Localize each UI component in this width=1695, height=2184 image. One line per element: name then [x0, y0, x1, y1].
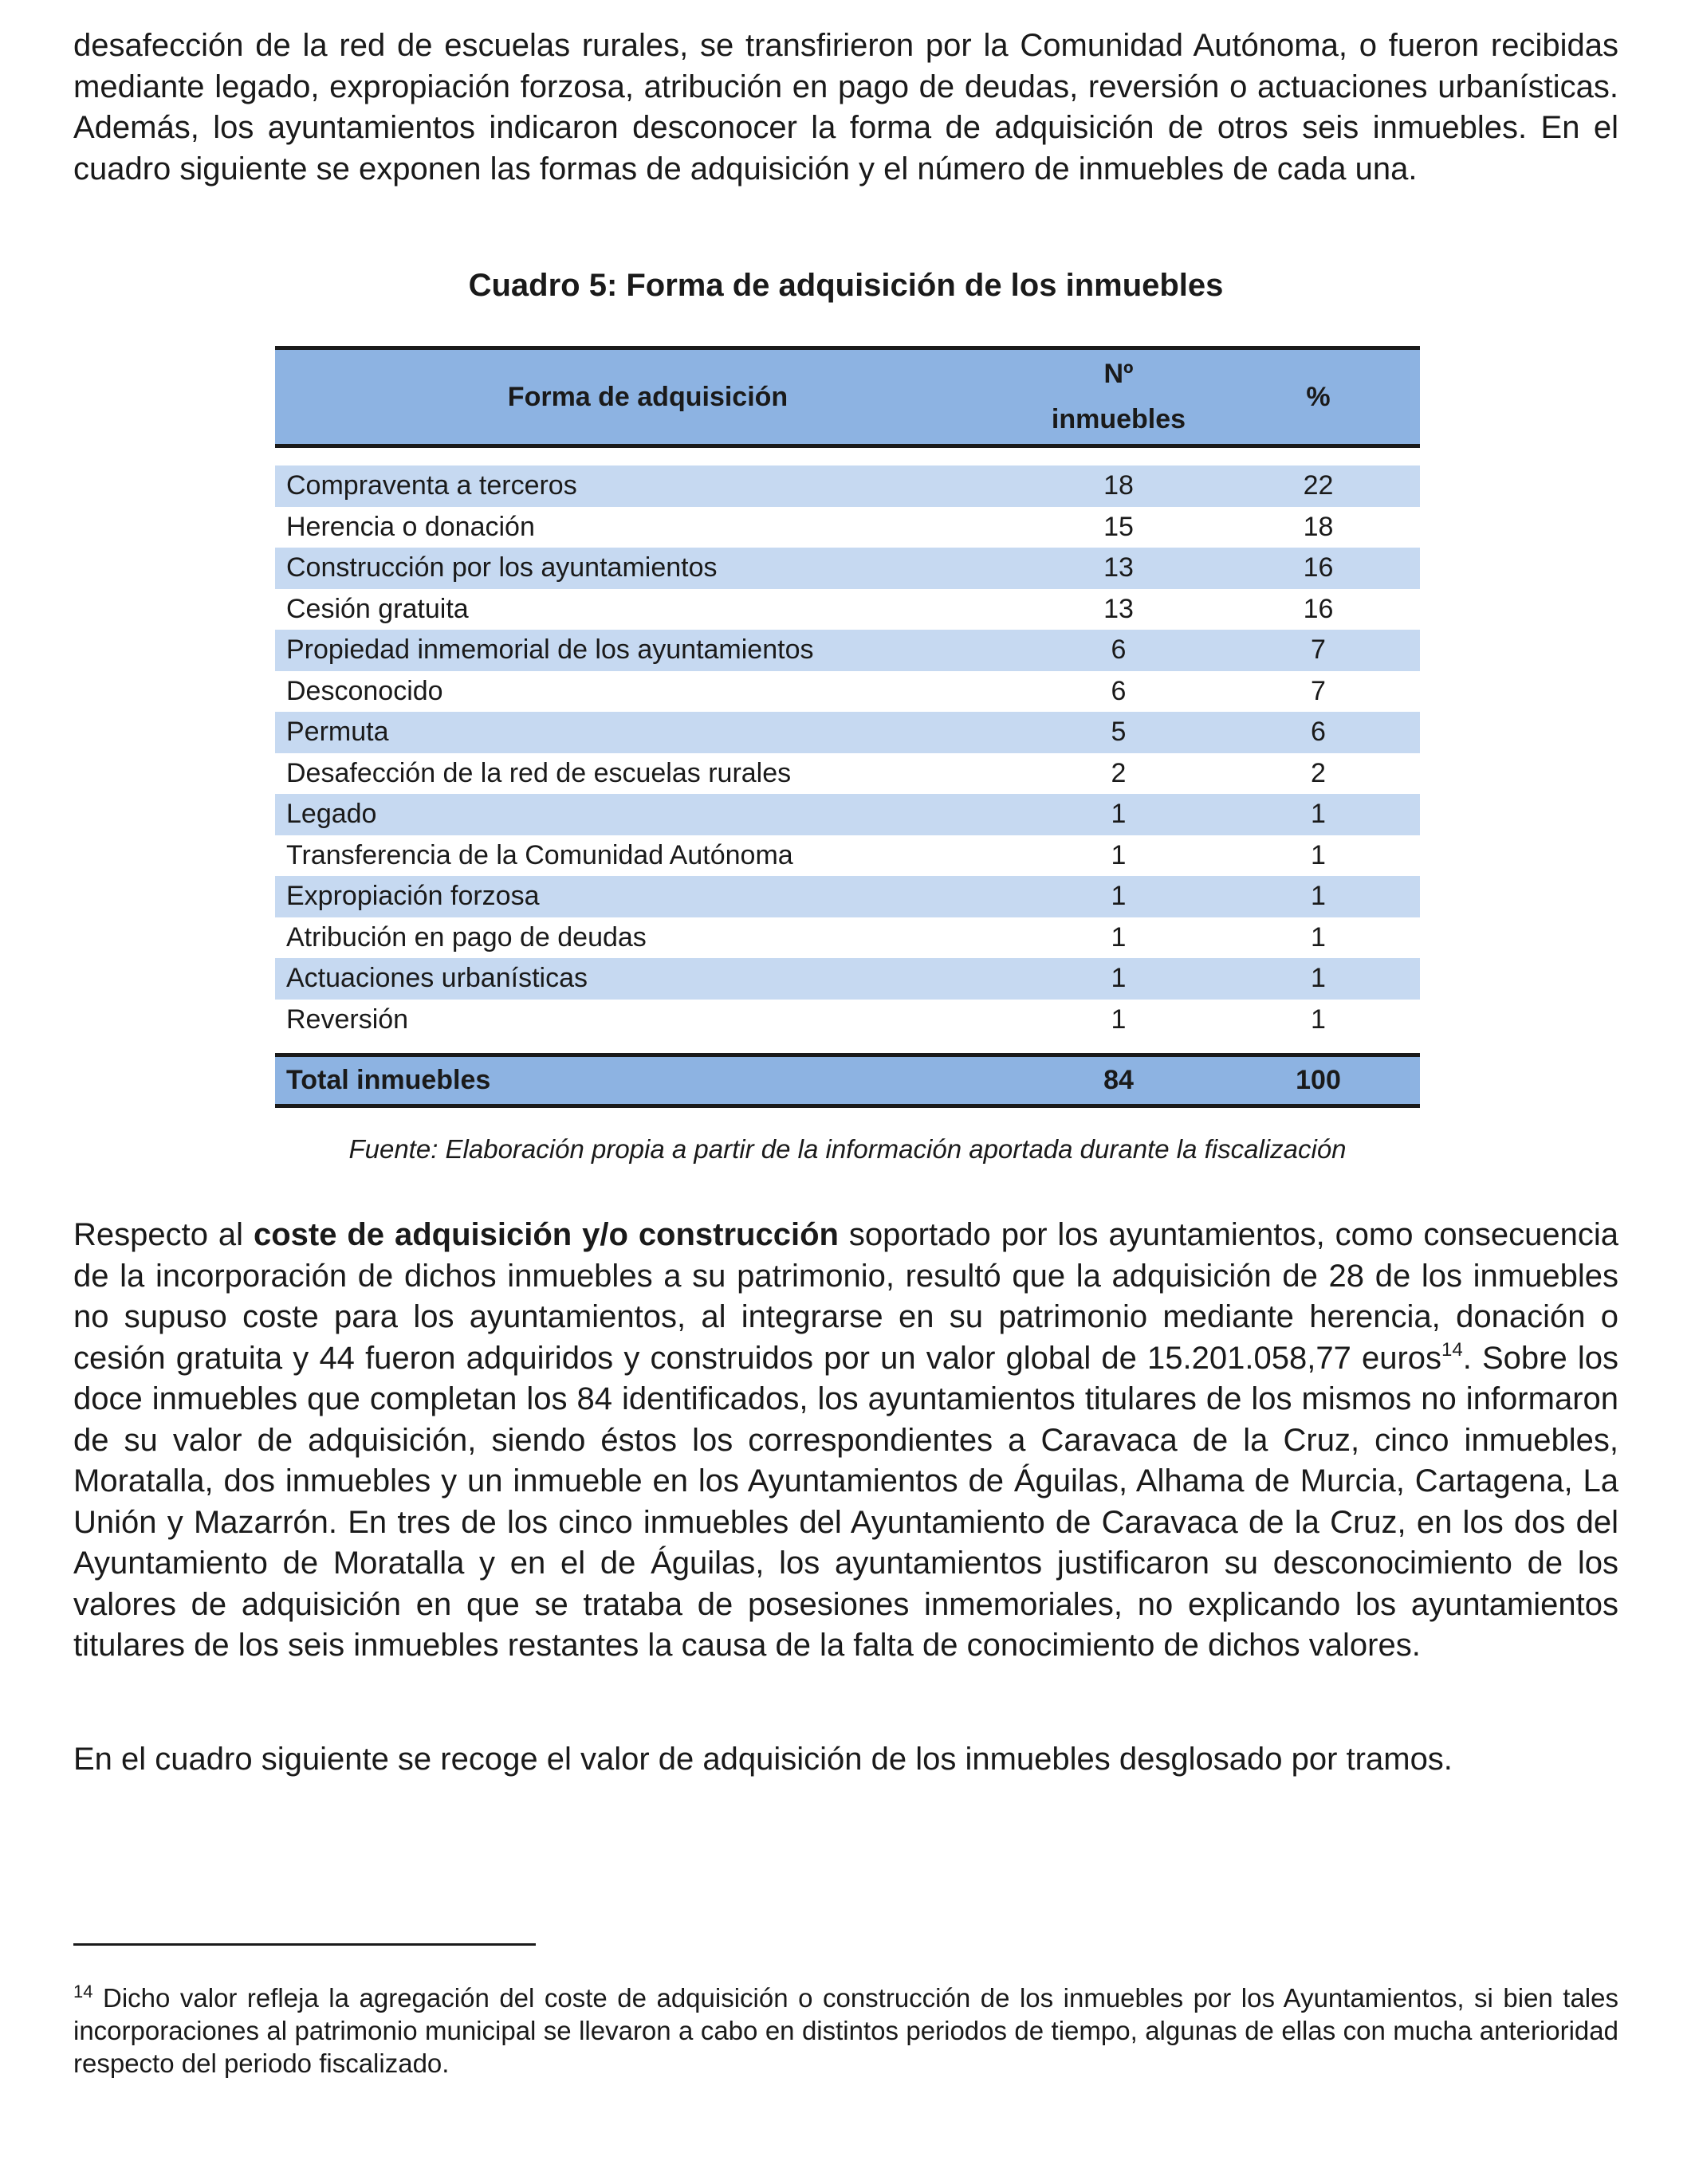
intro-paragraph: desafección de la red de escuelas rurales, se transfirieron por la Comunidad Autónoma, o fueron recibidas mediante legado, expropiación forzosa, atribución en pago de deudas, reversión o actuaciones urbanísticas. Además, los ayuntamientos indicaron desconocer la forma de adquisición de otros seis inmuebles. En el cuadro siguiente se exponen las formas de adquisición y el número de inmuebles de cada una. — [73, 28, 1618, 187]
row-name: Permuta — [275, 712, 1021, 753]
closing-paragraph: En el cuadro siguiente se recoge el valor de adquisición de los inmuebles desglosado por tramos. — [73, 1742, 1453, 1777]
table-row — [275, 835, 1420, 877]
row-name: Desafección de la red de escuelas rurales — [275, 753, 1021, 795]
row-name: Expropiación forzosa — [275, 876, 1021, 917]
acquisition-table — [275, 346, 1420, 1108]
row-count: 13 — [1021, 589, 1217, 630]
row-percent: 1 — [1217, 1000, 1420, 1041]
header-count-line1: Nº — [1103, 359, 1134, 389]
row-name: Construcción por los ayuntamientos — [275, 548, 1021, 589]
row-percent: 1 — [1217, 917, 1420, 959]
row-count: 1 — [1021, 876, 1217, 917]
row-count: 18 — [1021, 465, 1217, 507]
footnote-reference[interactable]: 14 — [1441, 1338, 1463, 1361]
table-row — [275, 507, 1420, 548]
table-row — [275, 794, 1420, 835]
row-count: 6 — [1021, 671, 1217, 713]
table-body — [275, 465, 1420, 1040]
row-count: 1 — [1021, 1000, 1217, 1041]
table-source-note: Fuente: Elaboración propia a partir de la información aportada durante la fiscalización — [348, 1134, 1347, 1164]
row-count: 15 — [1021, 507, 1217, 548]
row-percent: 16 — [1217, 589, 1420, 630]
table-row — [275, 465, 1420, 507]
row-percent: 1 — [1217, 876, 1420, 917]
header-percent: % — [1217, 348, 1420, 446]
table-row — [275, 671, 1420, 713]
table-row — [275, 589, 1420, 630]
table-row — [275, 958, 1420, 1000]
row-name: Compraventa a terceros — [275, 465, 1021, 507]
row-percent: 7 — [1217, 630, 1420, 671]
row-percent: 6 — [1217, 712, 1420, 753]
total-label: Total inmuebles — [275, 1055, 1021, 1106]
row-count: 1 — [1021, 917, 1217, 959]
table-header-row — [275, 348, 1420, 446]
row-percent: 22 — [1217, 465, 1420, 507]
row-percent: 1 — [1217, 835, 1420, 877]
row-count: 5 — [1021, 712, 1217, 753]
row-name: Legado — [275, 794, 1021, 835]
row-name: Reversión — [275, 1000, 1021, 1041]
total-count: 84 — [1021, 1055, 1217, 1106]
table-row — [275, 548, 1420, 589]
cost-text-middle: soportado por los ayuntamientos, como consecuencia de la incorporación de dichos inmuebles a su patrimonio, resultó que la adquisición de 28 de los inmuebles no supuso coste para los ayuntamientos, al integrarse en su patrimonio mediante herencia, donación o cesión gratuita y 44 fueron adquiridos y construidos por un valor global de 15.201.058,77 euros — [73, 1217, 1618, 1376]
row-name: Transferencia de la Comunidad Autónoma — [275, 835, 1021, 877]
row-count: 1 — [1021, 794, 1217, 835]
cost-text-end: . Sobre los doce inmuebles que completan los 84 identificados, los ayuntamientos titulares de los mismos no informaron de su valor de adquisición, siendo éstos los correspondientes a Caravaca de la Cruz, cinco inmuebles, Moratalla, dos inmuebles y un inmueble en los Ayuntamientos de Águilas, Alhama de Murcia, Cartagena, La Unión y Mazarrón. En tres de los cinco inmuebles del Ayuntamiento de Caravaca de la Cruz, en los dos del Ayuntamiento de Moratalla y en el de Águilas, los ayuntamientos justificaron su desconocimiento de los valores de adquisición en que se trataba de posesiones inmemoriales, no explicando los ayuntamientos titulares de los seis inmuebles restantes la causa de la falta de conocimiento de dichos valores. — [73, 1340, 1618, 1663]
row-count: 1 — [1021, 958, 1217, 1000]
header-count-line2: inmuebles — [1051, 404, 1186, 434]
table-row — [275, 917, 1420, 959]
row-percent: 1 — [1217, 794, 1420, 835]
total-row — [275, 1055, 1420, 1106]
table-row — [275, 1000, 1420, 1041]
cost-bold-term: coste de adquisición y/o construcción — [253, 1217, 839, 1252]
table-row — [275, 876, 1420, 917]
cost-text-start: Respecto al — [73, 1217, 254, 1252]
table-row — [275, 753, 1420, 795]
footnote-number: 14 — [73, 1982, 93, 2001]
table-row — [275, 630, 1420, 671]
header-forma: Forma de adquisición — [275, 348, 1021, 446]
row-percent: 1 — [1217, 958, 1420, 1000]
header-count — [1021, 348, 1217, 446]
footnote — [73, 1982, 1618, 2080]
row-name: Desconocido — [275, 671, 1021, 713]
row-percent: 16 — [1217, 548, 1420, 589]
footnote-separator — [73, 1943, 536, 1946]
row-name: Atribución en pago de deudas — [275, 917, 1021, 959]
total-percent: 100 — [1217, 1055, 1420, 1106]
cost-paragraph — [73, 1215, 1618, 1667]
row-count: 1 — [1021, 835, 1217, 877]
row-percent: 7 — [1217, 671, 1420, 713]
row-percent: 2 — [1217, 753, 1420, 795]
row-percent: 18 — [1217, 507, 1420, 548]
footnote-text: Dicho valor refleja la agregación del coste de adquisición o construcción de los inmuebles por los Ayuntamientos, si bien tales incorporaciones al patrimonio municipal se llevaron a cabo en distintos periodos de tiempo, algunas de ellas con mucha anterioridad respecto del periodo fiscalizado. — [73, 1983, 1618, 2078]
row-count: 6 — [1021, 630, 1217, 671]
row-name: Herencia o donación — [275, 507, 1021, 548]
table-title: Cuadro 5: Forma de adquisición de los inmuebles — [468, 268, 1224, 303]
row-name: Cesión gratuita — [275, 589, 1021, 630]
row-name: Actuaciones urbanísticas — [275, 958, 1021, 1000]
table-row — [275, 712, 1420, 753]
row-count: 13 — [1021, 548, 1217, 589]
row-name: Propiedad inmemorial de los ayuntamientos — [275, 630, 1021, 671]
row-count: 2 — [1021, 753, 1217, 795]
